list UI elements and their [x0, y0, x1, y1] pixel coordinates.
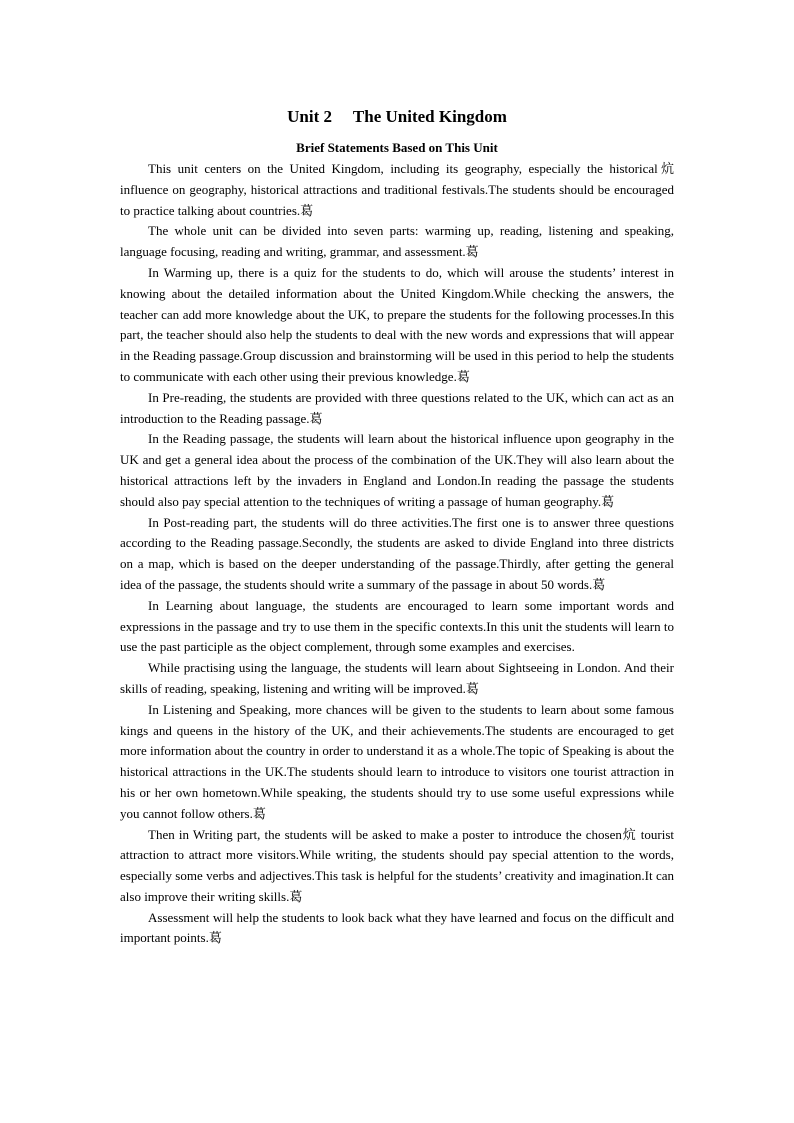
document-page	[120, 104, 674, 949]
unit-title: Unit 2 The United Kingdom	[287, 107, 507, 126]
paragraph-learning-language: In Learning about language, the students are encouraged to learn some important words and expressions in the passage and try to use them in the specific contexts.In this unit the students will learn to use the past participle as the object complement, through some examples and exercises.	[120, 597, 674, 655]
section-subtitle: Brief Statements Based on This Unit	[296, 140, 498, 155]
paragraph-practising: While practising using the language, the students will learn about Sightseeing in London. And their skills of reading, speaking, listening and writing will be improved.葛	[120, 660, 674, 696]
paragraph-listening-speaking: In Listening and Speaking, more chances will be given to the students to learn about some famous kings and queens in the history of the UK, and their achievements.The students are encouraged to get more information about the country in order to understand it as a whole.The topic of Speaking is about the historical attractions in the UK.The students should learn to introduce to visitors one tourist attraction in his or her own hometown.While speaking, the students should try to use some useful expressions while you cannot follow others.葛	[120, 701, 674, 821]
paragraph-post-reading: In Post-reading part, the students will do three activities.The first one is to answer three questions according to the Reading passage.Secondly, the students are asked to divide England into three districts on a map, which is based on the deeper understanding of the passage.Thirdly, after getting the general idea of the passage, the students should write a summary of the passage in about 50 words.葛	[120, 514, 674, 592]
paragraph-warming-up: In Warming up, there is a quiz for the students to do, which will arouse the students’ interest in knowing about the detailed information about the United Kingdom.While checking the answers, the teacher can add more knowledge about the UK, to prepare the students for the following processes.In this part, the teacher should also help the students to deal with the new words and expressions that will appear in the Reading passage.Group discussion and brainstorming will be used in this period to help the students to communicate with each other using their previous knowledge.葛	[120, 264, 674, 384]
paragraph-parts: The whole unit can be divided into seven parts: warming up, reading, listening and speaking, language focusing, reading and writing, grammar, and assessment.葛	[120, 223, 674, 260]
paragraph-overview: This unit centers on the United Kingdom, including its geography, especially the historical炕 influence on geography, historical attractions and traditional festivals.The students should be encouraged to practice talking about countries.葛	[120, 161, 674, 218]
paragraph-writing: Then in Writing part, the students will be asked to make a poster to introduce the chosen炕 tourist attraction to attract more visitors.While writing, the students should pay special attention to the words, especially some verbs and adjectives.This task is helpful for the students’ creativity and imagination.It can also improve their writing skills.葛	[120, 826, 674, 904]
paragraph-pre-reading: In Pre-reading, the students are provided with three questions related to the UK, which can act as an introduction to the Reading passage.葛	[120, 389, 674, 426]
paragraph-assessment: Assessment will help the students to look back what they have learned and focus on the difficult and important points.葛	[120, 909, 674, 946]
paragraph-reading: In the Reading passage, the students will learn about the historical influence upon geography in the UK and get a general idea about the process of the combination of the UK.They will also learn about the historical attractions left by the invaders in England and London.In reading the passage the students should also pay special attention to the techniques of writing a passage of human geography.葛	[120, 431, 674, 509]
